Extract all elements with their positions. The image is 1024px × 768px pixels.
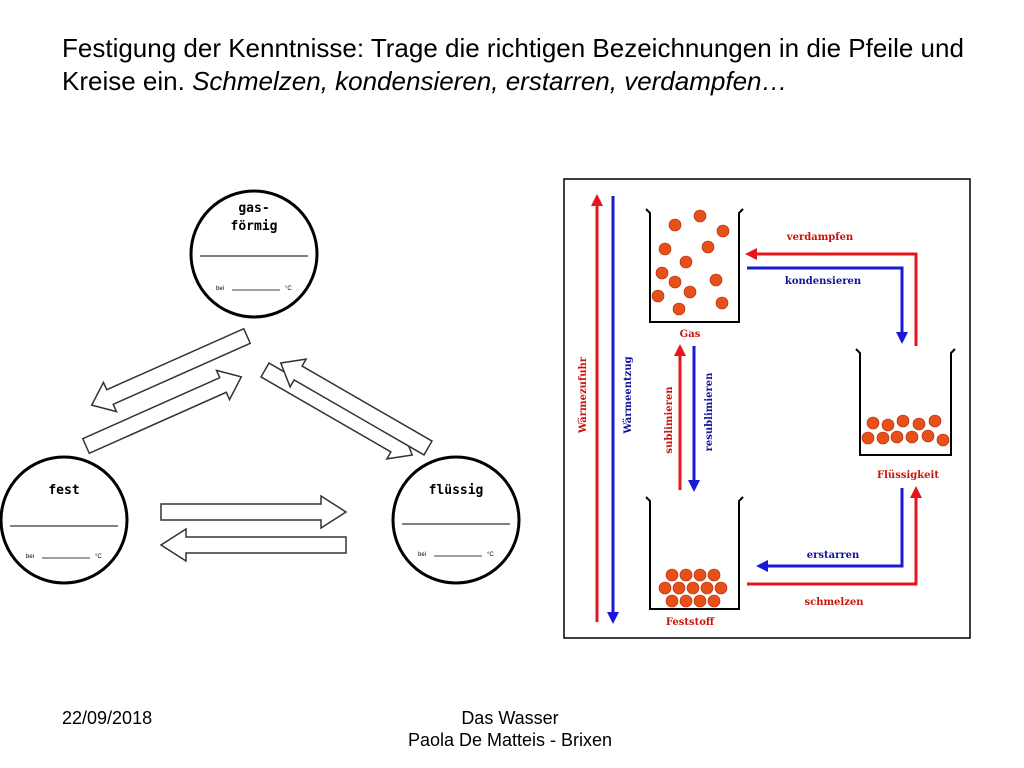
label-gas-line2: förmig	[230, 219, 278, 234]
footer-author: Paola De Matteis - Brixen	[407, 729, 613, 750]
label-gas: Gas	[679, 329, 701, 340]
temp-unit: °C	[487, 552, 494, 558]
blank-arrow-fluessig-to-fest	[161, 529, 346, 561]
blank-arrow-fluessig-to-gas	[273, 349, 436, 462]
label-resublimieren: resublimieren	[704, 372, 715, 452]
label-fest: fest	[48, 483, 80, 498]
circle-fest	[1, 457, 127, 583]
label-sublimieren: sublimieren	[664, 386, 675, 454]
label-gas-line1: gas-	[238, 201, 270, 216]
footer-date: 22/09/2018	[62, 708, 153, 728]
label-waermeentzug: Wärmeentzug	[623, 356, 634, 434]
label-erstarren: erstarren	[806, 550, 860, 561]
footer-credit	[360, 708, 660, 751]
temp-unit: °C	[285, 286, 292, 292]
temp-prefix: bei	[26, 554, 35, 560]
title-main: Festigung der Kenntnisse: Trage die richtigen Bezeichnungen in die Pfeile und Kreise ein.	[62, 33, 964, 97]
circle-fluessig	[393, 457, 519, 583]
temp-prefix: bei	[418, 552, 427, 558]
label-schmelzen: schmelzen	[804, 597, 864, 608]
label-waermezufuhr: Wärmezufuhr	[578, 356, 589, 434]
circle-gasfoermig	[191, 191, 317, 317]
label-feststoff: Feststoff	[665, 617, 715, 628]
blank-arrow-gas-to-fluessig	[257, 356, 420, 469]
title-examples: Schmelzen, kondensieren, erstarren, verdampfen…	[192, 66, 788, 97]
label-fluessig: flüssig	[428, 483, 484, 498]
blank-arrow-fest-to-fluessig	[161, 496, 346, 528]
label-verdampfen: verdampfen	[786, 232, 854, 243]
footer-topic: Das Wasser	[461, 708, 559, 728]
phase-diagram	[564, 179, 970, 638]
label-kondensieren: kondensieren	[784, 276, 862, 287]
worksheet-diagram	[1, 191, 519, 583]
label-fluessigkeit: Flüssigkeit	[877, 470, 939, 481]
temp-prefix: bei	[216, 286, 225, 292]
temp-unit: °C	[95, 554, 102, 560]
